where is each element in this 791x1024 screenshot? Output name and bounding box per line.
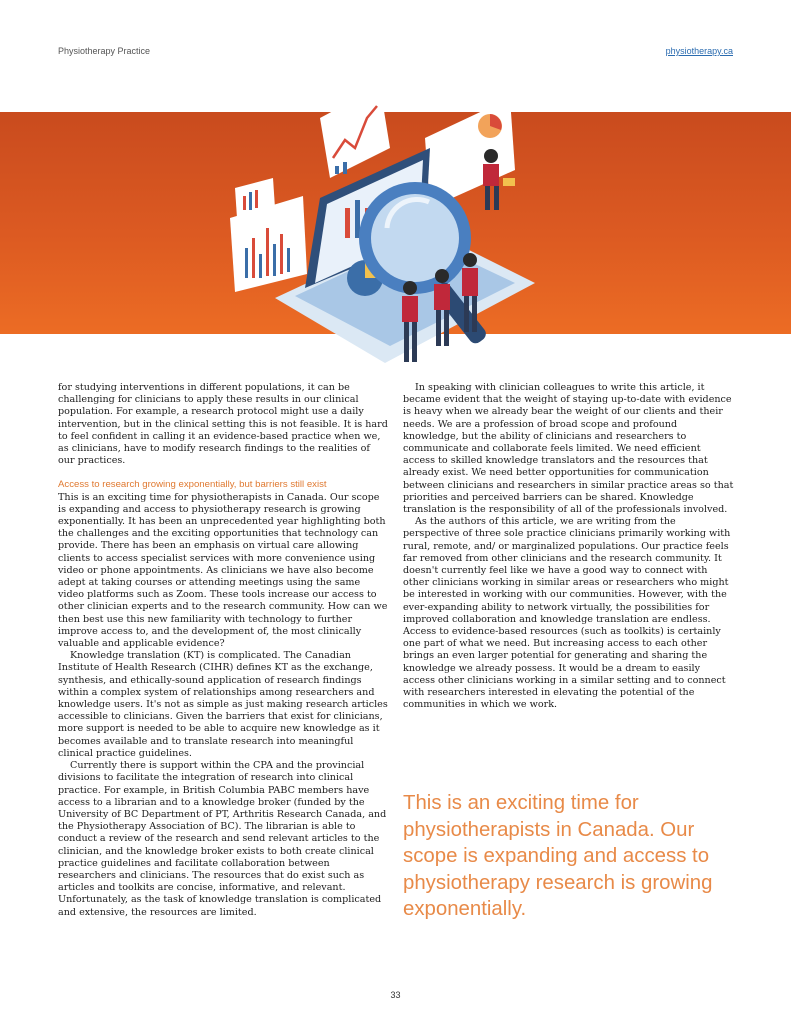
paragraph: This is an exciting time for physiotherapists in Canada. Our scope is expanding and access to physiotherapy research is growing exponentially. It has been an unprecedented year highlighting both the challenges and the exciting opportunities that technology can provide. There has been an emphasis on virtual care allowing clients to access specialist services with more convenience using video or phone appointments. As clinicians we have also become adept at taking courses or attending meetings using the same video platforms such as Zoom. These tools increase our access to other clinician experts and to the research community. How can we then best use this new familiarity with technology to further improve access to, and the development of, the most clinically valuable and applicable evidence? [58,491,388,650]
data-analysis-illustration [215,78,555,370]
website-link[interactable]: physiotherapy.ca [665,46,733,56]
section-heading: Access to research growing exponentially, but barriers still exist [58,479,327,491]
paragraph: In speaking with clinician colleagues to write this article, it became evident that the weight of staying up-to-date with evidence is heavy when we already bear the weight of our clients and their needs. We are a profession of broad scope and profound knowledge, but the ability of clinicians and researchers to communicate and collaborate feels limited. We need efficient access to skilled knowledge translators and the resources that already exist. We need better opportunities for communication between clinicians and researchers in similar practice areas so that priorities and perceived barriers can be shared. Knowledge translation is the responsibility of all of the professionals involved. [403,382,734,516]
page-number: 33 [390,990,401,1000]
publication-title: Physiotherapy Practice [58,46,151,56]
paragraph: Knowledge translation (KT) is complicated. The Canadian Institute of Health Research (CIHR) defines KT as the exchange, synthesis, and ethically-sound application of research findings within a complex system of relationships among researchers and knowledge users. It's not as simple as just making research articles accessible to clinicians. Given the barriers that exist for clinicians, more support is needed to be able to acquire new knowledge as it becomes available and to translate research into meaningful clinical practice guidelines. [58,650,388,759]
paragraph: As the authors of this article, we are writing from the perspective of three sole practice clinicians primarily working with rural, remote, and/ or marginalized populations. Our practice feels far removed from other clinicians and the research community. It doesn't currently feel like we have a good way to connect with other clinicians working in similar areas or researchers who might be interested in working with our communities. However, with the ever-expanding ability to network virtually, the possibilities for improved collaboration and knowledge translation are endless. Access to evidence-based resources (such as toolkits) is certainly one part of what we need. But increasing access to each other brings an even larger potential for generating and sharing the knowledge we already possess. It would be a dream to easily access other clinicians working in a similar setting and to connect with researchers interested in elevating the potential of the communities in which we work. [403,516,731,711]
paragraph: for studying interventions in different populations, it can be challenging for clinicians to apply these results in our clinical population. For example, a research protocol might use a daily intervention, but in the clinical setting this is not feasible. It is hard to feel confident in calling it an evidence-based practice when we, as clinicians, have to modify research findings to the realities of our practices. [58,382,388,467]
right-column [403,382,735,711]
chart-panel-top [320,86,390,178]
left-column [58,382,388,919]
pull-quote: This is an exciting time for physiotherapists in Canada. Our scope is expanding and access to physiotherapy research is growing exponentially. [403,792,713,920]
paragraph: Currently there is support within the CPA and the provincial divisions to facilitate the integration of research into clinical practice. For example, in British Columbia PABC members have access to a librarian and to a knowledge broker (funded by the University of BC Department of PT, Arthritis Research Canada, and the Physiotherapy Association of BC). The librarian is able to conduct a review of the research and send relevant articles to the clinician, and the knowledge broker exists to both create clinical practice guidelines and facilitate collaboration between researchers and clinicians. The resources that do exist such as articles and toolkits are concise, informative, and relevant. Unfortunately, as the task of knowledge translation is complicated and extensive, the resources are limited. [58,760,387,918]
